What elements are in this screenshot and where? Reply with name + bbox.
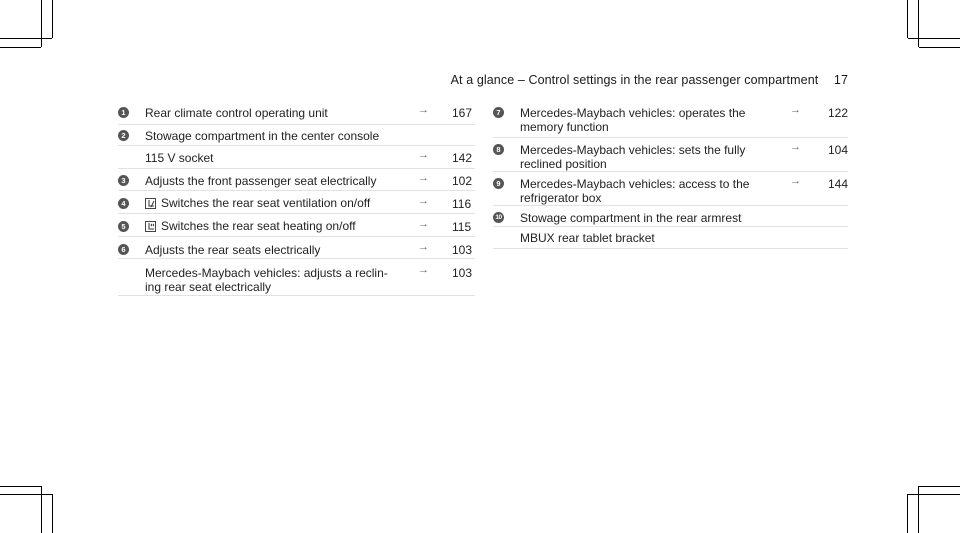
callout-badge: 10	[493, 212, 504, 223]
legend-row-6	[118, 237, 475, 259]
page-number: 17	[833, 73, 848, 87]
crop-mark	[0, 486, 41, 487]
page-ref-arrow: →	[418, 218, 429, 230]
callout-badge: 9	[493, 178, 504, 189]
legend-text: Adjusts the rear seats electrically	[145, 243, 321, 257]
legend-text-line2: refrigerator box	[520, 191, 602, 205]
crop-mark	[918, 0, 919, 47]
legend-text: Switches the rear seat ventilation on/off	[161, 196, 371, 210]
legend-text-line1: Mercedes-Maybach vehicles: adjusts a reclin-	[145, 266, 388, 280]
page-reference[interactable]: 167	[452, 106, 473, 120]
page-reference[interactable]: 104	[828, 143, 849, 157]
page-reference[interactable]: 103	[452, 243, 473, 257]
seat-ventilation-icon	[145, 198, 156, 209]
legend-row-5	[118, 214, 475, 237]
page-ref-arrow: →	[418, 195, 429, 207]
page-reference[interactable]: 116	[452, 197, 472, 211]
page-reference[interactable]: 142	[452, 151, 473, 165]
legend-text: Rear climate control operating unit	[145, 106, 328, 120]
legend-text-wrap	[520, 143, 745, 171]
legend-text: MBUX rear tablet bracket	[520, 231, 655, 245]
callout-badge: 8	[493, 144, 504, 155]
page-reference[interactable]: 115	[452, 220, 472, 234]
page-reference[interactable]: 122	[828, 106, 849, 120]
legend-row-8	[493, 138, 848, 172]
callout-badge: 3	[118, 175, 129, 186]
legend-row-10	[493, 206, 848, 227]
page-ref-arrow: →	[418, 264, 429, 276]
legend-text: Stowage compartment in the center console	[145, 129, 380, 143]
page-ref-arrow: →	[790, 141, 801, 153]
crop-mark	[0, 47, 41, 48]
page-ref-arrow: →	[790, 175, 801, 187]
legend-text-line2: ing rear seat electrically	[145, 280, 272, 294]
page-ref-arrow: →	[418, 172, 429, 184]
page-ref-arrow: →	[418, 241, 429, 253]
crop-mark	[919, 47, 960, 48]
crop-mark	[52, 0, 53, 38]
crop-mark	[0, 38, 52, 39]
callout-badge: 4	[118, 198, 129, 209]
legend-text-line1: Mercedes-Maybach vehicles: operates the	[520, 106, 746, 120]
crop-mark	[0, 494, 52, 495]
crop-mark	[908, 38, 960, 39]
page-ref-arrow: →	[418, 104, 429, 116]
legend-text-wrap	[520, 177, 749, 205]
legend-text-wrap	[520, 106, 745, 134]
legend-text-line2: memory function	[520, 120, 609, 134]
callout-badge: 2	[118, 130, 129, 141]
legend-row-4	[118, 191, 475, 214]
legend-text-line1: Mercedes-Maybach vehicles: sets the fully	[520, 143, 746, 157]
legend-text: Stowage compartment in the rear armrest	[520, 211, 742, 225]
legend-text-wrap	[145, 219, 356, 233]
header-title: At a glance – Control settings in the rear passenger compartment	[450, 73, 819, 87]
left-legend-column	[118, 98, 475, 296]
legend-row-9	[493, 172, 848, 206]
legend-text-line1: Mercedes-Maybach vehicles: access to the	[520, 177, 750, 191]
crop-mark	[52, 494, 53, 533]
seat-heating-icon	[145, 221, 156, 232]
legend-text-line2: reclined position	[520, 157, 607, 171]
page-reference[interactable]: 103	[452, 266, 473, 280]
page-ref-arrow: →	[790, 104, 801, 116]
running-header	[451, 73, 848, 87]
legend-row-socket	[118, 146, 475, 169]
crop-mark	[908, 494, 960, 495]
legend-text-wrap	[145, 266, 388, 294]
page-reference[interactable]: 102	[452, 174, 473, 188]
legend-row-2	[118, 125, 475, 146]
page-reference[interactable]: 144	[828, 177, 849, 191]
crop-mark	[907, 494, 908, 533]
crop-mark	[41, 0, 42, 47]
legend-row-tablet	[493, 227, 848, 249]
callout-badge: 1	[118, 107, 129, 118]
legend-row-1	[118, 98, 475, 125]
legend-row-reclining	[118, 259, 475, 296]
legend-text: Adjusts the front passenger seat electrically	[145, 174, 377, 188]
legend-text-wrap	[145, 196, 370, 210]
crop-mark	[919, 486, 960, 487]
legend-row-3	[118, 169, 475, 191]
right-legend-column	[493, 98, 848, 249]
crop-mark	[907, 0, 908, 38]
page-ref-arrow: →	[418, 149, 429, 161]
callout-badge: 7	[493, 107, 504, 118]
legend-text: Switches the rear seat heating on/off	[161, 219, 356, 233]
legend-row-7	[493, 98, 848, 138]
legend-text: 115 V socket	[145, 151, 214, 165]
callout-badge: 6	[118, 244, 129, 255]
callout-badge: 5	[118, 221, 129, 232]
